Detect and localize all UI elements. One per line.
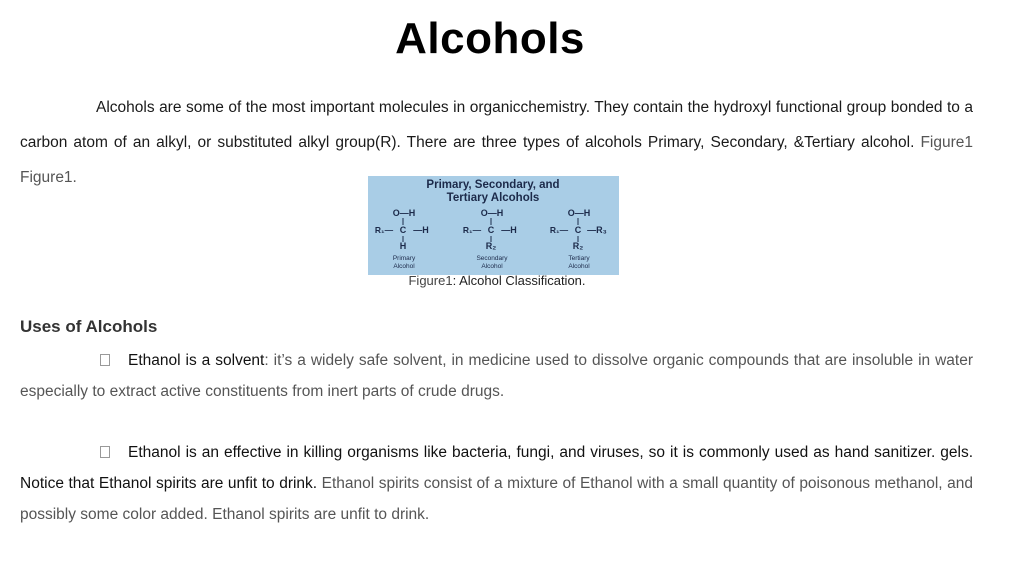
figure-heading-line2: Tertiary Alcohols <box>446 192 540 204</box>
primary-mid-left: R₁— <box>374 225 394 235</box>
secondary-mid-right: —H <box>501 225 517 235</box>
secondary-label1: Secondary <box>476 255 508 262</box>
tertiary-label1: Tertiary <box>568 255 590 262</box>
figure-caption <box>0 273 994 288</box>
tertiary-mid-right: —R₃ <box>587 225 607 235</box>
uses-item-disinfectant-lead: Ethanol is an effective in killing organisms like bacteria, fungi, and viruses, so it is commonly used as hand sanitizer. gels. Notice that Ethanol spirits are unfit to drink. <box>20 444 973 492</box>
uses-item-solvent-lead: Ethanol is a solvent <box>128 352 265 369</box>
bullet-icon <box>100 354 110 366</box>
page-title: Alcohols <box>395 14 585 63</box>
uses-item-solvent-text: : it’s a widely safe solvent, in medicine used to dissolve organic compounds that are insoluble in water especially to extract active constituents from inert parts of crude drugs. <box>20 352 974 400</box>
uses-item-solvent <box>20 345 973 407</box>
section-heading-uses: Uses of Alcohols <box>20 317 158 336</box>
primary-mid-center: C <box>399 225 407 235</box>
tertiary-mid-center: C <box>574 225 582 235</box>
tertiary-mid-left: R₁— <box>549 225 569 235</box>
primary-bottom: H <box>399 241 407 251</box>
secondary-top: O—H <box>480 208 504 218</box>
intro-text: Alcohols are some of the most important molecules in organicchemistry. They contain the hydroxyl functional group bonded to a carbon atom of an alkyl, or substituted alkyl group(R). There are three types of alcohols Primary, Secondary, &Tertiary alcohol. <box>20 99 973 151</box>
tertiary-bottom: R₂ <box>572 241 584 251</box>
tertiary-label2: Alcohol <box>568 263 590 270</box>
uses-item-disinfectant-text: Ethanol spirits consist of a mixture of Ethanol with a small quantity of poisonous methanol, and possibly some color added. Ethanol spirits are unfit to drink. <box>20 475 973 523</box>
uses-item-disinfectant <box>20 437 973 530</box>
secondary-mid-center: C <box>487 225 495 235</box>
figure-caption-text: : Alcohol Classification. <box>452 273 586 288</box>
alcohol-structures-diagram <box>368 176 619 275</box>
secondary-mid-left: R₁— <box>462 225 482 235</box>
primary-top: O—H <box>392 208 416 218</box>
figure-heading-line1: Primary, Secondary, and <box>426 179 560 191</box>
secondary-label2: Alcohol <box>481 263 503 270</box>
figure-caption-label: Figure1 <box>408 273 453 288</box>
primary-label1: Primary <box>392 255 416 262</box>
primary-label2: Alcohol <box>393 263 415 270</box>
figure-reference: Figure1 Figure1. <box>20 134 974 186</box>
primary-mid-right: —H <box>413 225 429 235</box>
secondary-bottom: R₂ <box>485 241 497 251</box>
tertiary-top: O—H <box>567 208 591 218</box>
alcohol-classification-figure <box>368 176 619 275</box>
bullet-icon <box>100 446 110 458</box>
